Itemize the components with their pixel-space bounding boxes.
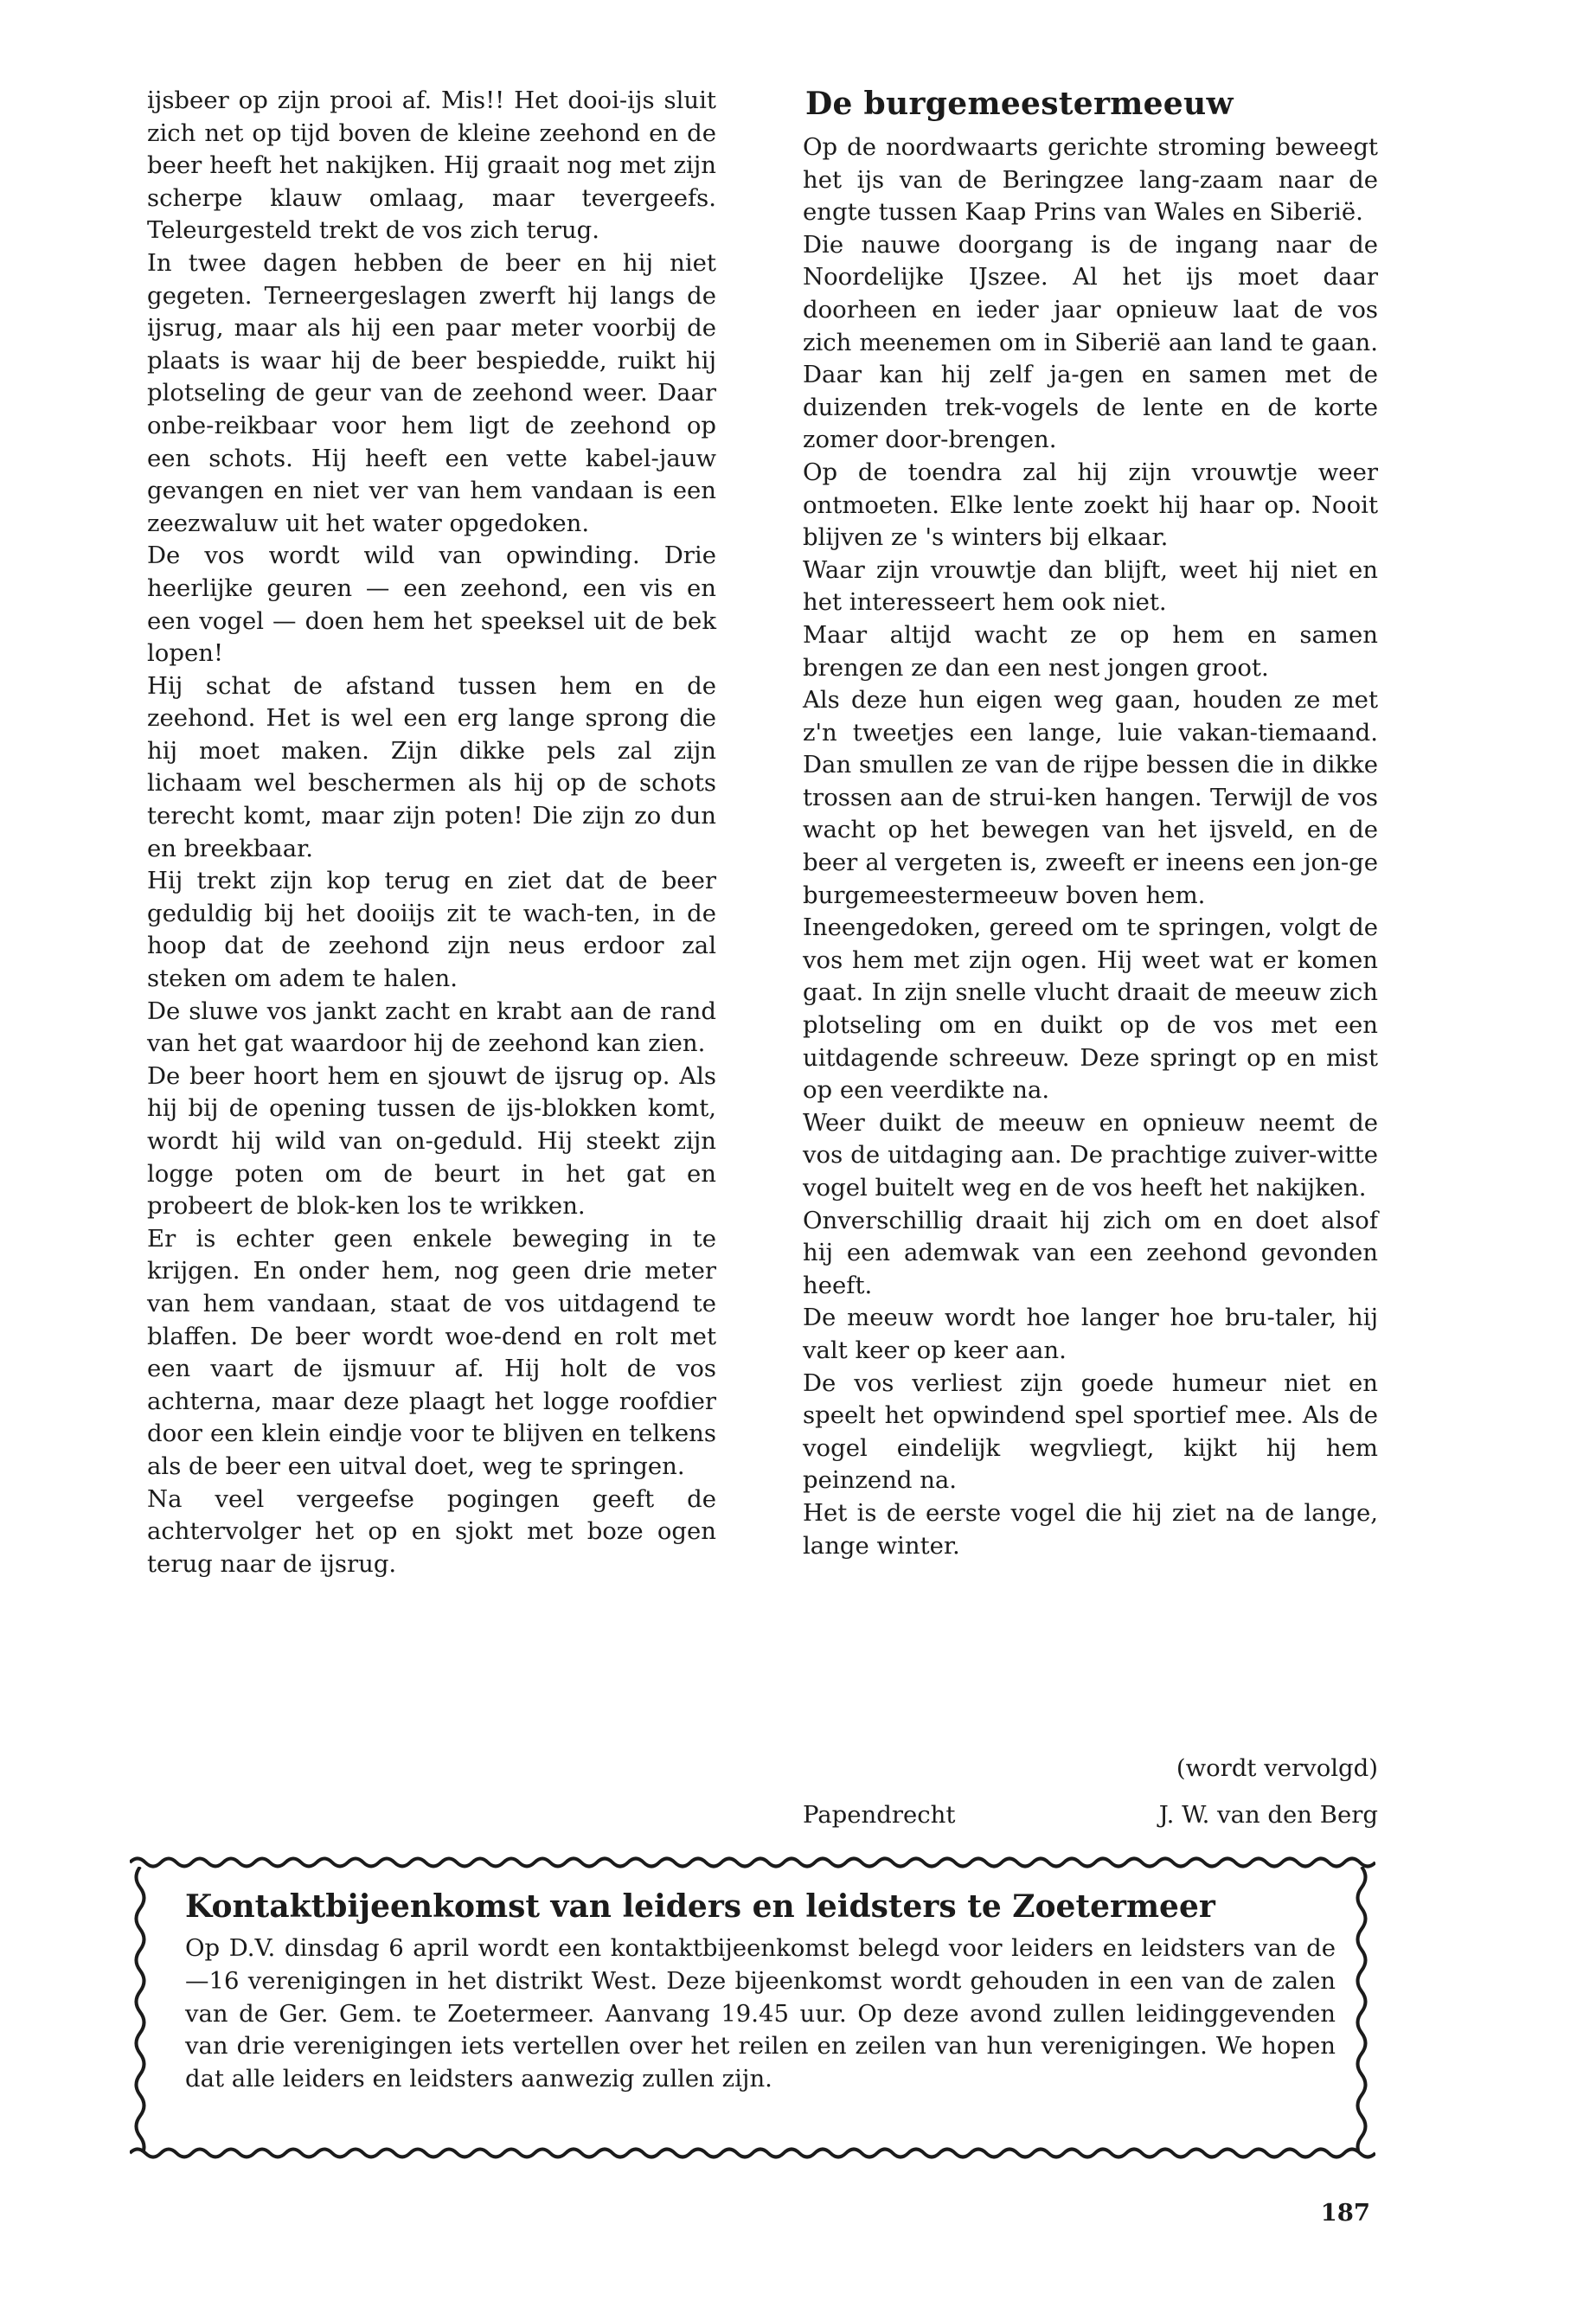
right-paragraph-3: Op de toendra zal hij zijn vrouwtje weer ontmoeten. Elke lente zoekt hij haar op. Nooit blijven ze 's winters bij elkaar. xyxy=(803,458,1378,552)
right-paragraph-7: Ineengedoken, gereed om te springen, volgt de vos hem met zijn ogen. Hij weet wat er komen gaat. In zijn snelle vlucht draait de meeuw zich plotseling om en duikt op de vos met een uitdagende schreeuw. Deze springt op en mist op een veerdikte na. xyxy=(803,913,1378,1105)
right-paragraph-5: Maar altijd wacht ze op hem en samen brengen ze dan een nest jongen groot. xyxy=(803,620,1378,682)
right-paragraph-11: De vos verliest zijn goede humeur niet en speelt het opwindend spel sportief mee. Als de vogel eindelijk wegvliegt, kijkt hij hem peinzend na. xyxy=(803,1368,1378,1495)
left-paragraph-5: Hij trekt zijn kop terug en ziet dat de beer geduldig bij het dooiijs zit te wach-ten, in de hoop dat de zeehond zijn neus erdoor zal steken om adem te halen. xyxy=(147,867,716,993)
right-paragraph-6: Als deze hun eigen weg gaan, houden ze met z'n tweetjes een lange, luie vakan-tiemaand. Dan smullen ze van de rijpe bessen die in dikke trossen aan de strui-ken hangen. Terwijl de vos wacht op het bewegen van het ijsveld, en de beer al vergeten is, zweeft er ineens een jon-ge burgemeestermeeuw boven hem. xyxy=(803,686,1378,909)
section-heading: De burgemeestermeeuw xyxy=(805,86,1234,122)
author-place: Papendrecht xyxy=(803,1801,956,1829)
right-paragraph-2: Die nauwe doorgang is de ingang naar de Noordelijke IJszee. Al het ijs moet daar doorheen en ieder jaar opnieuw laat de vos zich meenemen om in Siberië aan land te gaan. Daar kan hij zelf ja-gen en samen met de duizenden trek-vogels de lente en de korte zomer door-brengen. xyxy=(803,230,1378,454)
right-column xyxy=(803,85,1378,1562)
right-paragraph-10: De meeuw wordt hoe langer hoe bru-taler, hij valt keer op keer aan. xyxy=(803,1304,1378,1364)
left-paragraph-6: De sluwe vos jankt zacht en krabt aan de rand van het gat waardoor hij de zeehond kan zien. xyxy=(147,997,716,1058)
notice-body: Op D.V. dinsdag 6 april wordt een kontaktbijeenkomst belegd voor leiders en leidsters van de —16 verenigingen in het distrikt West. Deze bijeenkomst wordt gehouden in een van de zalen van de Ger. Gem. te Zoetermeer. Aanvang 19.45 uur. Op deze avond zullen leidinggevenden van drie verenigingen iets vertellen over het reilen en zeilen van hun verenigingen. We hopen dat alle leiders en leidsters aanwezig zullen zijn. xyxy=(185,1934,1336,2093)
right-paragraph-9: Onverschillig draait hij zich om en doet alsof hij een ademwak van een zeehond gevonden heeft. xyxy=(803,1206,1378,1299)
notice-border-top xyxy=(130,1853,1375,1872)
left-paragraph-7: De beer hoort hem en sjouwt de ijsrug op. Als hij bij de opening tussen de ijs-blokken komt, wordt hij wild van on-geduld. Hij steekt zijn logge poten om de beurt in het gat en probeert de blok-ken los te wrikken. xyxy=(147,1061,716,1221)
right-paragraph-4: Waar zijn vrouwtje dan blijft, weet hij niet en het interesseert hem ook niet. xyxy=(803,555,1378,617)
left-paragraph-9: Na veel vergeefse pogingen geeft de achtervolger het op en sjokt met boze ogen terug naar de ijsrug. xyxy=(147,1484,716,1578)
notice-border-bottom xyxy=(130,2144,1375,2163)
right-paragraph-12: Het is de eerste vogel die hij ziet na de lange, lange winter. xyxy=(803,1498,1378,1560)
left-paragraph-2: In twee dagen hebben de beer en hij niet gegeten. Terneergeslagen zwerft hij langs de ijsrug, maar als hij een paar meter voorbij de plaats is waar hij de beer bespiedde, ruikt hij plotseling de geur van de zeehond weer. Daar onbe-reikbaar voor hem ligt de zeehond op een schots. Hij heeft een vette kabel-jauw gevangen en niet ver van hem vandaan is een zeezwaluw uit het water opgedoken. xyxy=(147,248,716,537)
left-column xyxy=(147,85,716,1580)
left-paragraph-3: De vos wordt wild van opwinding. Drie heerlijke geuren — een zeehond, een vis en een vogel — doen hem het speeksel uit de bek lopen! xyxy=(147,542,716,668)
left-paragraph-8: Er is echter geen enkele beweging in te krijgen. En onder hem, nog geen drie meter van hem vandaan, staat de vos uitdagend te blaffen. De beer wordt woe-dend en rolt met een vaart de ijsmuur af. Hij holt de vos achterna, maar deze plaagt het logge roofdier door een klein eindje voor te blijven en telkens als de beer een uitval doet, weg te springen. xyxy=(147,1224,716,1480)
notice-border-right xyxy=(1351,1867,1372,2152)
right-paragraph-1: Op de noordwaarts gerichte stroming beweegt het ijs van de Beringzee lang-zaam naar de engte tussen Kaap Prins van Wales en Siberië. xyxy=(803,133,1378,227)
right-paragraph-8: Weer duikt de meeuw en opnieuw neemt de vos de uitdaging aan. De prachtige zuiver-witte vogel buitelt weg en de vos heeft het nakijken. xyxy=(803,1108,1378,1202)
to-be-continued: (wordt vervolgd) xyxy=(1176,1754,1378,1782)
notice-title: Kontaktbijeenkomst van leiders en leidsters te Zoetermeer xyxy=(185,1888,1215,1925)
left-paragraph-1: ijsbeer op zijn prooi af. Mis!! Het dooi-ijs sluit zich net op tijd boven de kleine zeehond en de beer heeft het nakijken. Hij graait nog met zijn scherpe klauw omlaag, maar tevergeefs. Teleurgesteld trekt de vos zich terug. xyxy=(147,87,716,245)
author-name: J. W. van den Berg xyxy=(1158,1801,1378,1829)
page-number: 187 xyxy=(1320,2199,1370,2227)
notice-border-left xyxy=(130,1867,151,2152)
left-paragraph-4: Hij schat de afstand tussen hem en de zeehond. Het is wel een erg lange sprong die hij moet maken. Zijn dikke pels zal zijn lichaam wel beschermen als hij op de schots terecht komt, maar zijn poten! Die zijn zo dun en breekbaar. xyxy=(147,671,716,862)
